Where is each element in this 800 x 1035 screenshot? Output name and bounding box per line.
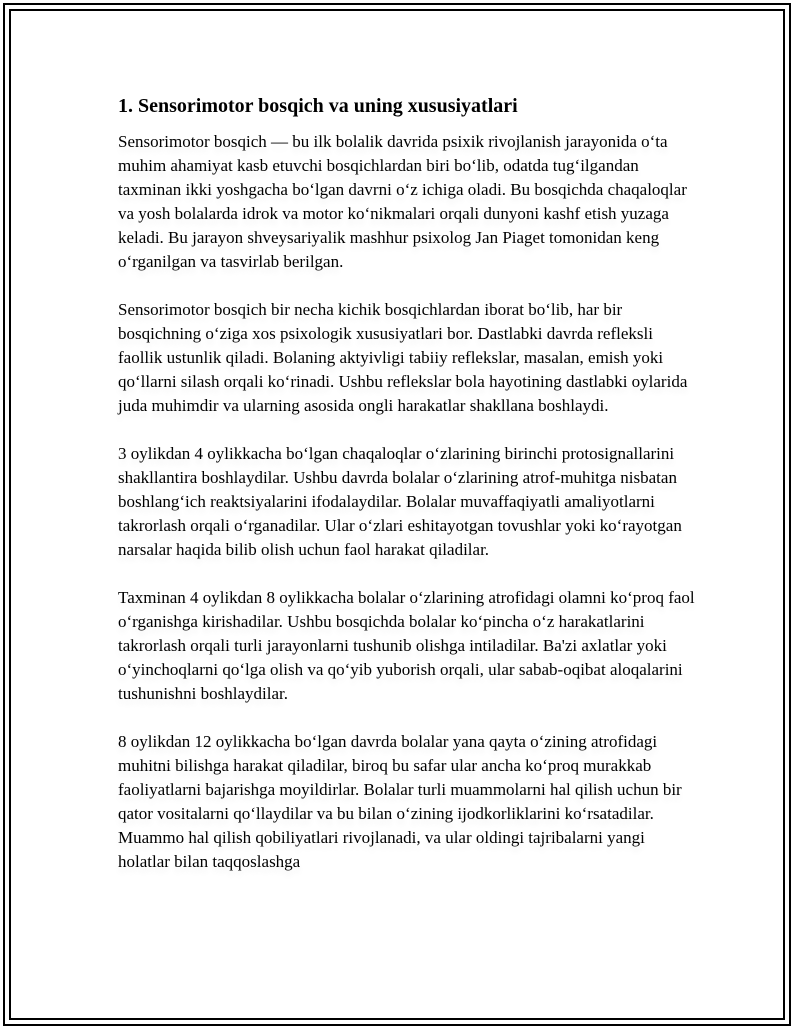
document-body [118,92,696,898]
paragraph-3: 3 oylikdan 4 oylikkacha boʻlgan chaqaloqlar oʻzlarining birinchi protosignallarini shakllantira boshlaydilar. Ushbu davrda bolalar oʻzlarining atrof-muhitga nisbatan boshlangʻich reaktsiyalarini ifodalaydilar. Bolalar muvaffaqiyatli amaliyotlarni takrorlash orqali oʻrganadilar. Ular oʻzlari eshitayotgan tovushlar yoki koʻrayotgan narsalar haqida bilib olish uchun faol harakat qiladilar. [118,444,682,559]
paragraph-5: 8 oylikdan 12 oylikkacha boʻlgan davrda bolalar yana qayta oʻzining atrofidagi muhitni bilishga harakat qiladilar, biroq bu safar ular ancha koʻproq murakkab faoliyatlarni bajarishga moyildirlar. Bolalar turli muammolarni hal qilish uchun bir qator vositalarni qoʻllaydilar va bu bilan oʻzining ijodkorliklarini koʻrsatadilar. Muammo hal qilish qobiliyatlari rivojlanadi, va ular oldingi tajribalarni yangi holatlar bilan taqqoslashga [118,732,682,871]
paragraph-1: Sensorimotor bosqich — bu ilk bolalik davrida psixik rivojlanish jarayonida oʻta muhim ahamiyat kasb etuvchi bosqichlardan biri boʻlib, odatda tugʻilgandan taxminan ikki yoshgacha boʻlgan davrni oʻz ichiga oladi. Bu bosqichda chaqaloqlar va yosh bolalarda idrok va motor koʻnikmalari orqali dunyoni kashf etish yuzaga keladi. Bu jarayon shveysariyalik mashhur psixolog Jan Piaget tomonidan keng oʻrganilgan va tasvirlab berilgan. [118,132,687,271]
paragraph-2: Sensorimotor bosqich bir necha kichik bosqichlardan iborat boʻlib, har bir bosqichning oʻziga xos psixologik xususiyatlari bor. Dastlabki davrda refleksli faollik ustunlik qiladi. Bolaning aktyivligi tabiiy reflekslar, masalan, emish yoki qoʻllarni silash orqali koʻrinadi. Ushbu reflekslar bola hayotining dastlabki oylarida juda muhimdir va ularning asosida ongli harakatlar shakllana boshlaydi. [118,300,688,415]
section-heading: 1. Sensorimotor bosqich va uning xususiyatlari [118,95,518,117]
paragraph-4: Taxminan 4 oylikdan 8 oylikkacha bolalar oʻzlarining atrofidagi olamni koʻproq faol oʻrganishga kirishadilar. Ushbu bosqichda bolalar koʻpincha oʻz harakatlarini takrorlash orqali turli jarayonlarni tushunib olishga intiladilar. Ba'zi axlatlar yoki oʻyinchoqlarni qoʻlga olish va qoʻyib yuborish orqali, ular sabab-oqibat aloqalarini tushunishni boshlaydilar. [118,588,695,703]
